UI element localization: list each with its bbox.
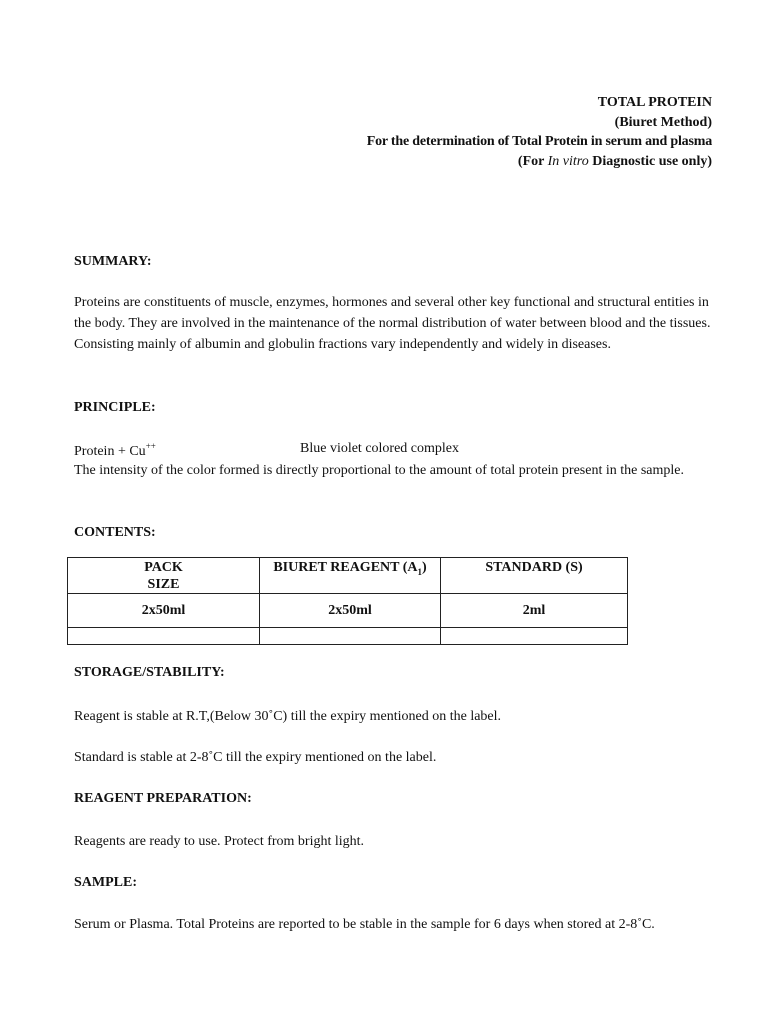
- biuret-reagent-value: 2x50ml: [260, 594, 441, 628]
- method-subtitle: (Biuret Method): [614, 115, 712, 130]
- reaction-equation: [74, 441, 694, 460]
- sample-heading: SAMPLE:: [74, 875, 137, 890]
- storage-reagent-text: Reagent is stable at R.T,(Below 30˚C) till the expiry mentioned on the label.: [74, 709, 502, 724]
- principle-text: The intensity of the color formed is directly proportional to the amount of total protein present in the sample.: [74, 463, 685, 478]
- empty-cell: [260, 628, 441, 645]
- pack-size-value: 2x50ml: [68, 594, 260, 628]
- contents-heading: CONTENTS:: [74, 525, 156, 540]
- product: Blue violet colored complex: [300, 441, 460, 456]
- use-italic: In vitro: [547, 154, 589, 169]
- empty-cell: [441, 628, 628, 645]
- reactant: Protein + Cu: [74, 444, 146, 459]
- pack-size-line1: PACK: [144, 560, 183, 575]
- biuret-close: ): [422, 560, 427, 575]
- reactant-charge: ++: [145, 441, 156, 451]
- summary-text: Proteins are constituents of muscle, enzymes, hormones and several other key functional and structural entities in the body. They are involved in the maintenance of the normal distribution of water between blood and the tissues. Consisting mainly of albumin and globulin fractions vary independently and widely in diseases.: [74, 295, 711, 352]
- use-suffix: Diagnostic use only): [588, 154, 712, 169]
- use-prefix: (For: [517, 154, 548, 169]
- contents-table: [67, 557, 628, 645]
- pack-size-line2: SIZE: [147, 577, 180, 592]
- standard-header: STANDARD (S): [441, 558, 628, 594]
- table-header-row: [68, 558, 628, 594]
- diagnostic-use-line: [518, 154, 712, 170]
- preparation-heading: REAGENT PREPARATION:: [74, 791, 252, 806]
- principle-heading: PRINCIPLE:: [74, 400, 156, 415]
- purpose-line: For the determination of Total Protein in serum and plasma: [366, 134, 712, 149]
- storage-standard-text: Standard is stable at 2-8˚C till the expiry mentioned on the label.: [74, 750, 437, 765]
- biuret-label: BIURET REAGENT (A: [273, 560, 418, 575]
- table-row: [68, 594, 628, 628]
- preparation-text: Reagents are ready to use. Protect from bright light.: [74, 834, 365, 849]
- biuret-subscript: 1: [417, 566, 422, 577]
- biuret-reagent-header: [260, 558, 441, 594]
- table-empty-row: [68, 628, 628, 645]
- storage-heading: STORAGE/STABILITY:: [74, 665, 225, 680]
- document-title: TOTAL PROTEIN: [597, 95, 712, 110]
- standard-value: 2ml: [441, 594, 628, 628]
- empty-cell: [68, 628, 260, 645]
- sample-text: Serum or Plasma. Total Proteins are reported to be stable in the sample for 6 days when stored at 2-8˚C.: [74, 917, 655, 932]
- summary-heading: SUMMARY:: [74, 254, 152, 269]
- pack-size-header: [68, 558, 260, 594]
